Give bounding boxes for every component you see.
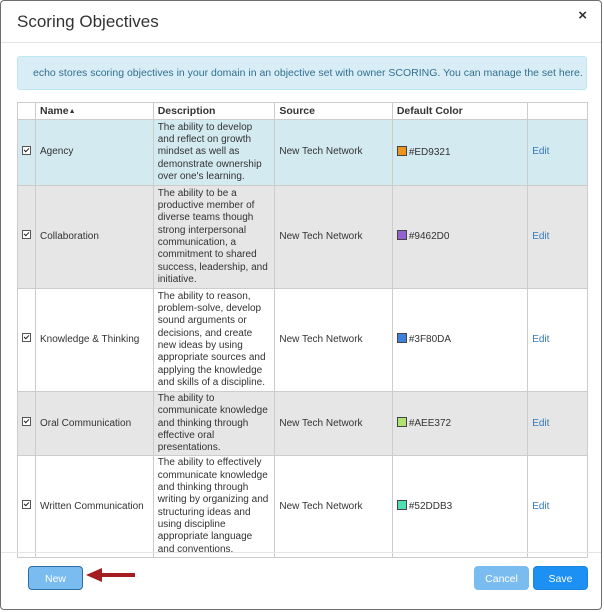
objective-name: Collaboration — [36, 186, 154, 289]
color-swatch — [397, 146, 407, 156]
source-column-header: Source — [275, 103, 392, 120]
table-row[interactable] — [18, 456, 588, 557]
select-column-header — [18, 103, 36, 120]
objective-color: #AEE372 — [392, 392, 527, 456]
sort-asc-icon: ▲ — [68, 108, 76, 115]
table-header-row — [18, 103, 588, 120]
actions-column-header — [528, 103, 588, 120]
objective-source: New Tech Network — [275, 392, 392, 456]
objective-color: #9462D0 — [392, 186, 527, 289]
objective-name: Oral Communication — [36, 392, 154, 456]
close-icon[interactable]: × — [578, 7, 587, 24]
info-text-end: . — [579, 67, 583, 79]
edit-link[interactable]: Edit — [532, 417, 550, 429]
objective-color: #3F80DA — [392, 289, 527, 392]
objective-name: Written Communication — [36, 456, 154, 557]
objective-color: #52DDB3 — [392, 456, 527, 557]
objective-name: Agency — [36, 120, 154, 186]
objective-name: Knowledge & Thinking — [36, 289, 154, 392]
table-row[interactable] — [18, 392, 588, 456]
objectives-table — [17, 102, 588, 558]
new-button[interactable]: New — [28, 566, 83, 590]
objective-description: The ability to be a productive member of diverse teams though strong interpersonal communication, a commitment to shared success, leadership, and initiative. — [153, 186, 275, 289]
objective-source: New Tech Network — [275, 120, 392, 186]
row-checkbox[interactable] — [22, 417, 31, 426]
objective-description: The ability to reason, problem-solve, develop sound arguments or decisions, and create new ideas by using appropriate sources and applying the knowledge and skills of a discipline. — [153, 289, 275, 392]
table-row[interactable] — [18, 186, 588, 289]
edit-link[interactable]: Edit — [532, 333, 550, 345]
table-row[interactable] — [18, 120, 588, 186]
cancel-button[interactable]: Cancel — [474, 566, 529, 590]
objective-source: New Tech Network — [275, 186, 392, 289]
objective-source: New Tech Network — [275, 289, 392, 392]
row-checkbox[interactable] — [22, 500, 31, 509]
footer-divider — [1, 552, 601, 553]
info-alert — [17, 56, 587, 90]
table-row[interactable] — [18, 289, 588, 392]
row-checkbox[interactable] — [22, 146, 31, 155]
header-divider — [1, 42, 601, 43]
color-swatch — [397, 333, 407, 343]
objective-description: The ability to develop and reflect on growth mindset as well as demonstrate ownership over one's learning. — [153, 120, 275, 186]
edit-link[interactable]: Edit — [532, 230, 550, 242]
color-swatch — [397, 500, 407, 510]
default-color-column-header: Default Color — [392, 103, 527, 120]
color-swatch — [397, 230, 407, 240]
description-column-header: Description — [153, 103, 275, 120]
color-swatch — [397, 417, 407, 427]
objective-color: #ED9321 — [392, 120, 527, 186]
edit-link[interactable]: Edit — [532, 500, 550, 512]
pointer-arrow-icon — [85, 567, 137, 583]
row-checkbox[interactable] — [22, 333, 31, 342]
info-text: echo stores scoring objectives in your domain in an objective set with owner SCORING. You can manage the set — [33, 67, 559, 79]
manage-set-link[interactable]: here — [558, 67, 580, 79]
edit-link[interactable]: Edit — [532, 146, 550, 158]
save-button[interactable]: Save — [533, 566, 588, 590]
name-column-header[interactable]: Name▲ — [36, 103, 154, 120]
row-checkbox[interactable] — [22, 230, 31, 239]
dialog-title: Scoring Objectives — [17, 12, 159, 31]
objective-description: The ability to communicate knowledge and thinking through effective oral presentations. — [153, 392, 275, 456]
objective-description: The ability to effectively communicate knowledge and thinking through writing by organizing and structuring ideas and using discipline appropriate language and conventions. — [153, 456, 275, 557]
objective-source: New Tech Network — [275, 456, 392, 557]
